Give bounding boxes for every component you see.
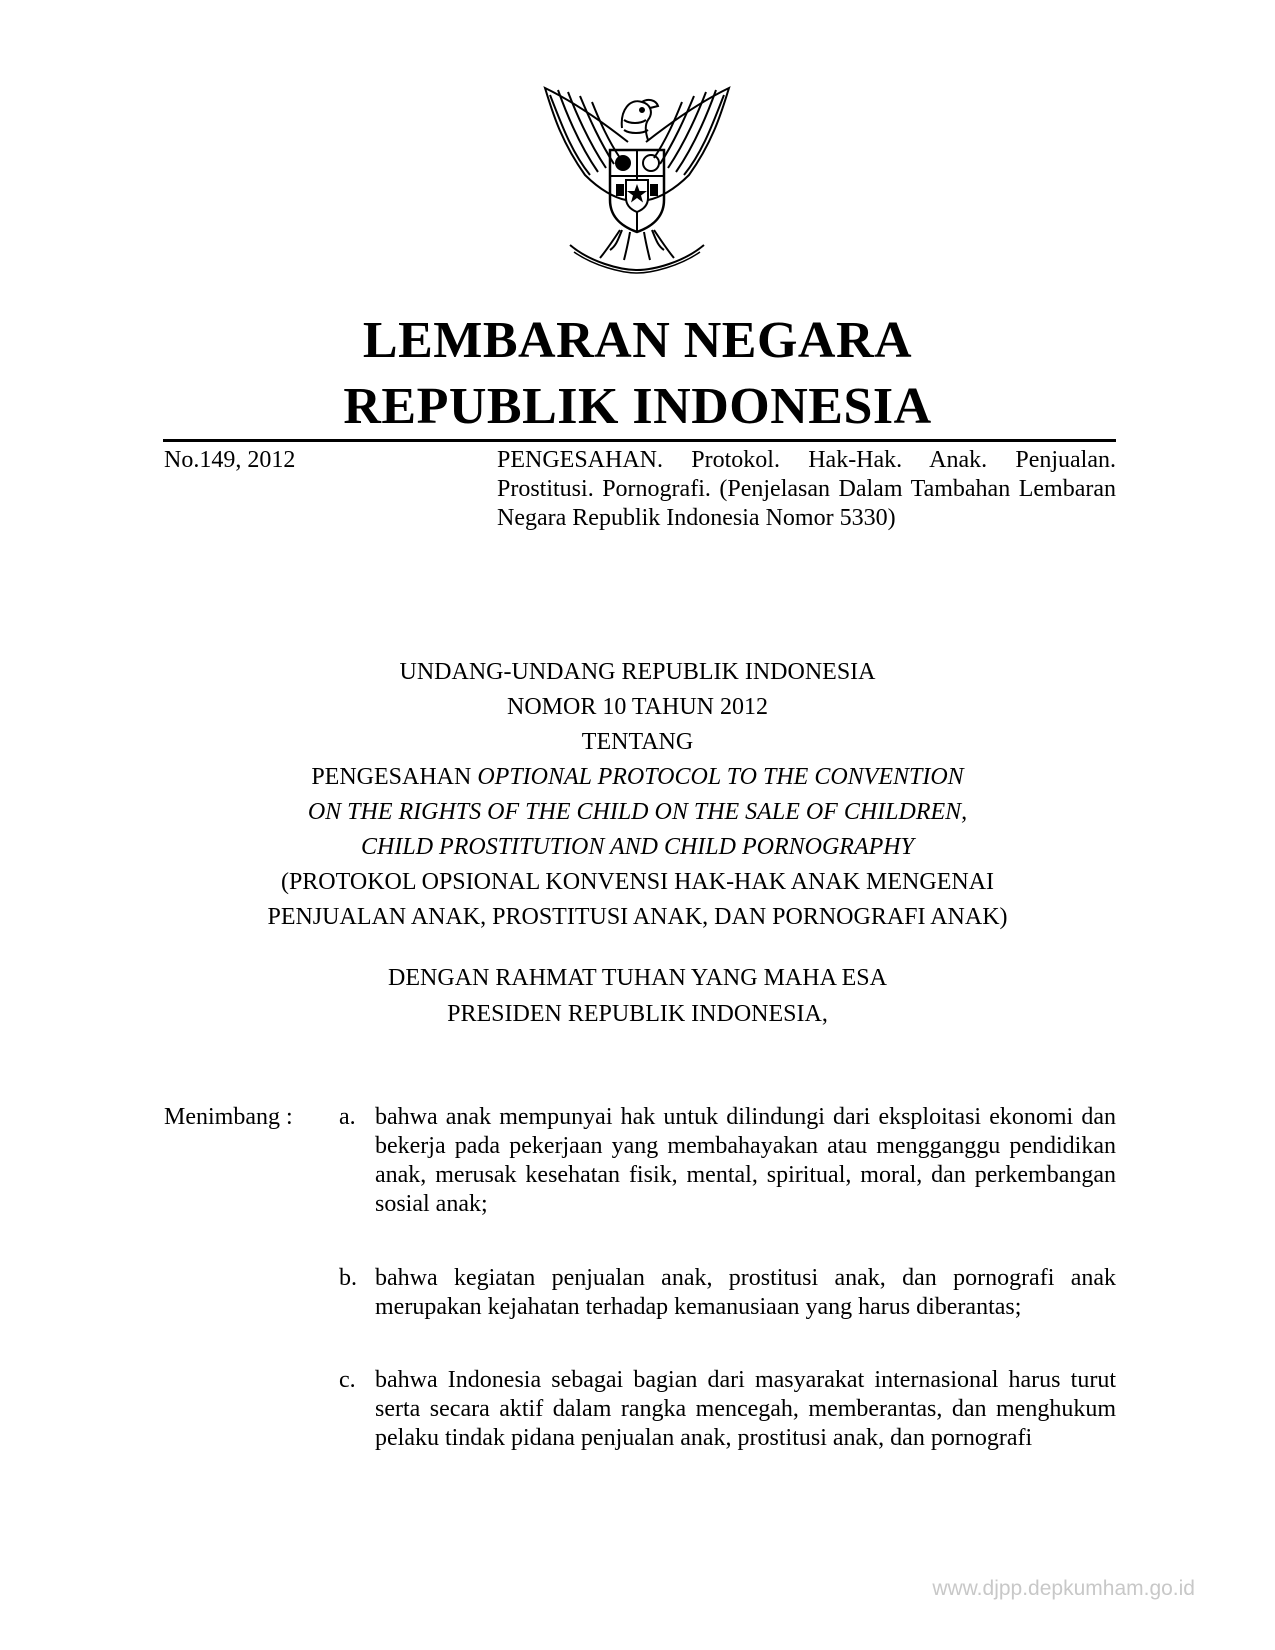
masthead-title: LEMBARAN NEGARA — [362, 312, 913, 369]
gazette-subject: PENGESAHAN. Protokol. Hak-Hak. Anak. Penjualan. Prostitusi. Pornografi. (Penjelasan Dalam Tambahan Lembaran Negara Republik Indonesia Nomor 5330) — [497, 447, 1116, 531]
consideration-letter: b. — [339, 1265, 357, 1291]
law-subject-italic-2: ON THE RIGHTS OF THE CHILD ON THE SALE OF CHILDREN, — [307, 799, 968, 825]
preamble-president: PRESIDEN REPUBLIK INDONESIA, — [447, 1001, 828, 1027]
consideration-letter: a. — [339, 1104, 356, 1130]
preamble-blessing: DENGAN RAHMAT TUHAN YANG MAHA ESA — [388, 965, 887, 991]
law-title-block — [0, 655, 1275, 935]
law-subject-italic-3: CHILD PROSTITUTION AND CHILD PORNOGRAPHY — [361, 834, 914, 860]
masthead-rule — [163, 439, 1116, 442]
law-subject-line-1 — [0, 760, 1275, 795]
gazette-number: No.149, 2012 — [164, 447, 296, 473]
consideration-text: bahwa kegiatan penjualan anak, prostitusi anak, dan pornografi anak merupakan kejahatan terhadap kemanusiaan yang harus diberantas; — [375, 1265, 1116, 1320]
law-number: NOMOR 10 TAHUN 2012 — [507, 694, 768, 720]
law-translation-2: PENJUALAN ANAK, PROSTITUSI ANAK, DAN PORNOGRAFI ANAK) — [267, 904, 1008, 930]
source-watermark: www.djpp.depkumham.go.id — [932, 1577, 1195, 1600]
law-about: TENTANG — [581, 729, 694, 755]
law-type: UNDANG-UNDANG REPUBLIK INDONESIA — [399, 659, 876, 685]
law-subject-prefix: PENGESAHAN — [311, 764, 478, 790]
consideration-text: bahwa Indonesia sebagai bagian dari masyarakat internasional harus turut serta secara aktif dalam rangka mencegah, memberantas, dan menghukum pelaku tindak pidana penjualan anak, prostitusi anak, dan pornografi — [375, 1367, 1116, 1451]
masthead-subtitle: REPUBLIK INDONESIA — [343, 378, 932, 435]
law-translation-1: (PROTOKOL OPSIONAL KONVENSI HAK-HAK ANAK MENGENAI — [280, 869, 995, 895]
garuda-pancasila-emblem-icon — [530, 80, 744, 275]
consideration-letter: c. — [339, 1367, 356, 1393]
consideration-text: bahwa anak mempunyai hak untuk dilindungi dari eksploitasi ekonomi dan bekerja pada pekerjaan yang membahayakan atau mengganggu pendidikan anak, merusak kesehatan fisik, mental, spiritual, moral, dan perkembangan sosial anak; — [375, 1104, 1116, 1217]
considerations-label: Menimbang : — [164, 1104, 293, 1130]
law-subject-italic-1: OPTIONAL PROTOCOL TO THE CONVENTION — [477, 764, 964, 790]
preamble-block — [0, 960, 1275, 1032]
